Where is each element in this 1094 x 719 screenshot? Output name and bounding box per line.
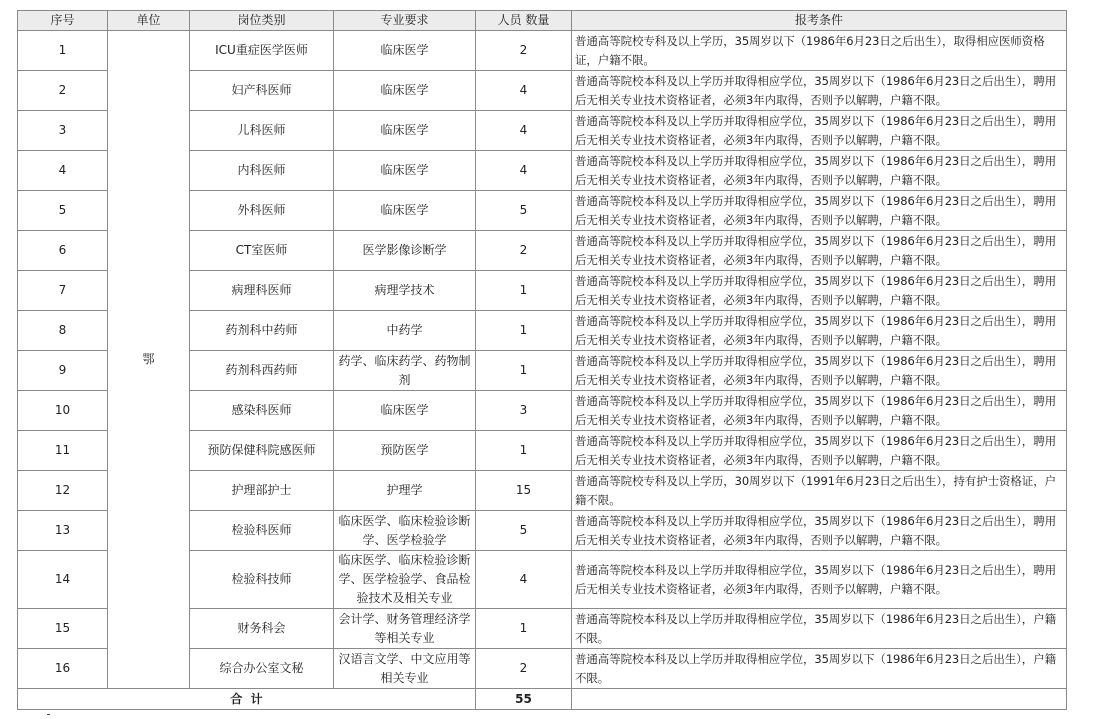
cell-major: 护理学 xyxy=(334,471,476,511)
cell-count: 3 xyxy=(476,391,572,431)
cell-count: 4 xyxy=(476,111,572,151)
cell-post: 药剂科西药师 xyxy=(190,351,334,391)
cell-seq: 4 xyxy=(18,151,108,191)
cell-count: 2 xyxy=(476,649,572,689)
table-header xyxy=(18,11,1067,31)
cell-count: 4 xyxy=(476,151,572,191)
cell-major: 临床医学 xyxy=(334,151,476,191)
cell-count: 4 xyxy=(476,551,572,609)
cell-post: 检验科医师 xyxy=(190,511,334,551)
header-unit: 单位 xyxy=(108,11,190,31)
cell-post: CT室医师 xyxy=(190,231,334,271)
cell-count: 4 xyxy=(476,71,572,111)
cell-seq: 8 xyxy=(18,311,108,351)
header-post: 岗位类别 xyxy=(190,11,334,31)
cell-conditions: 普通高等院校本科及以上学历并取得相应学位，35周岁以下（1986年6月23日之后出生），户籍不限。 xyxy=(572,649,1067,689)
total-row xyxy=(18,689,1067,710)
cell-seq: 13 xyxy=(18,511,108,551)
cell-count: 5 xyxy=(476,511,572,551)
header-conditions: 报考条件 xyxy=(572,11,1067,31)
table-body xyxy=(18,31,1067,710)
cell-conditions: 普通高等院校本科及以上学历并取得相应学位，35周岁以下（1986年6月23日之后出生），聘用后无相关专业技术资格证者，必须3年内取得，否则予以解聘，户籍不限。 xyxy=(572,151,1067,191)
cell-conditions: 普通高等院校本科及以上学历并取得相应学位，35周岁以下（1986年6月23日之后出生），聘用后无相关专业技术资格证者，必须3年内取得，否则予以解聘，户籍不限。 xyxy=(572,351,1067,391)
cell-conditions: 普通高等院校本科及以上学历并取得相应学位，35周岁以下（1986年6月23日之后出生），聘用后无相关专业技术资格证者，必须3年内取得，否则予以解聘，户籍不限。 xyxy=(572,271,1067,311)
cell-seq: 12 xyxy=(18,471,108,511)
cell-major: 临床医学、临床检验诊断学、医学检验学、食品检验技术及相关专业 xyxy=(334,551,476,609)
cell-seq: 1 xyxy=(18,31,108,71)
cell-major: 医学影像诊断学 xyxy=(334,231,476,271)
cell-seq: 3 xyxy=(18,111,108,151)
header-count: 人员 数量 xyxy=(476,11,572,31)
cell-count: 1 xyxy=(476,609,572,649)
cell-major: 病理学技术 xyxy=(334,271,476,311)
cell-post: 综合办公室文秘 xyxy=(190,649,334,689)
total-label: 合 计 xyxy=(18,689,476,710)
cell-post: 儿科医师 xyxy=(190,111,334,151)
cell-post: 预防保健科院感医师 xyxy=(190,431,334,471)
total-empty-cell xyxy=(572,689,1067,710)
cell-post: 内科医师 xyxy=(190,151,334,191)
cell-conditions: 普通高等院校本科及以上学历并取得相应学位，35周岁以下（1986年6月23日之后出生），聘用后无相关专业技术资格证者，必须3年内取得，否则予以解聘，户籍不限。 xyxy=(572,311,1067,351)
cell-seq: 7 xyxy=(18,271,108,311)
cell-count: 5 xyxy=(476,191,572,231)
cell-major: 会计学、财务管理经济学等相关专业 xyxy=(334,609,476,649)
cell-major: 预防医学 xyxy=(334,431,476,471)
cell-major: 临床医学、临床检验诊断学、医学检验学 xyxy=(334,511,476,551)
cell-count: 1 xyxy=(476,271,572,311)
cell-post: ICU重症医学医师 xyxy=(190,31,334,71)
cell-major: 汉语言文学、中文应用等相关专业 xyxy=(334,649,476,689)
table-row xyxy=(18,31,1067,71)
cell-post: 财务科会 xyxy=(190,609,334,649)
cell-seq: 14 xyxy=(18,551,108,609)
cell-seq: 10 xyxy=(18,391,108,431)
stray-mark xyxy=(47,714,50,715)
cell-count: 2 xyxy=(476,31,572,71)
recruitment-table xyxy=(17,10,1067,710)
cell-seq: 9 xyxy=(18,351,108,391)
cell-post: 感染科医师 xyxy=(190,391,334,431)
cell-seq: 6 xyxy=(18,231,108,271)
cell-post: 检验科技师 xyxy=(190,551,334,609)
cell-post: 外科医师 xyxy=(190,191,334,231)
cell-post: 药剂科中药师 xyxy=(190,311,334,351)
cell-conditions: 普通高等院校本科及以上学历并取得相应学位，35周岁以下（1986年6月23日之后出生），聘用后无相关专业技术资格证者，必须3年内取得，否则予以解聘，户籍不限。 xyxy=(572,191,1067,231)
cell-conditions: 普通高等院校本科及以上学历并取得相应学位，35周岁以下（1986年6月23日之后出生），聘用后无相关专业技术资格证者，必须3年内取得，否则予以解聘，户籍不限。 xyxy=(572,511,1067,551)
header-major: 专业要求 xyxy=(334,11,476,31)
cell-major: 临床医学 xyxy=(334,71,476,111)
cell-conditions: 普通高等院校本科及以上学历并取得相应学位，35周岁以下（1986年6月23日之后出生），聘用后无相关专业技术资格证者，必须3年内取得，否则予以解聘，户籍不限。 xyxy=(572,71,1067,111)
cell-count: 1 xyxy=(476,311,572,351)
cell-conditions: 普通高等院校本科及以上学历并取得相应学位，35周岁以下（1986年6月23日之后出生），聘用后无相关专业技术资格证者，必须3年内取得，否则予以解聘，户籍不限。 xyxy=(572,551,1067,609)
cell-post: 护理部护士 xyxy=(190,471,334,511)
cell-major: 临床医学 xyxy=(334,391,476,431)
cell-major: 中药学 xyxy=(334,311,476,351)
cell-conditions: 普通高等院校本科及以上学历并取得相应学位，35周岁以下（1986年6月23日之后出生），聘用后无相关专业技术资格证者，必须3年内取得，否则予以解聘，户籍不限。 xyxy=(572,111,1067,151)
cell-seq: 2 xyxy=(18,71,108,111)
cell-post: 妇产科医师 xyxy=(190,71,334,111)
header-seq: 序号 xyxy=(18,11,108,31)
cell-seq: 15 xyxy=(18,609,108,649)
cell-seq: 5 xyxy=(18,191,108,231)
cell-count: 2 xyxy=(476,231,572,271)
cell-conditions: 普通高等院校本科及以上学历并取得相应学位，35周岁以下（1986年6月23日之后出生），聘用后无相关专业技术资格证者，必须3年内取得，否则予以解聘，户籍不限。 xyxy=(572,231,1067,271)
cell-post: 病理科医师 xyxy=(190,271,334,311)
cell-conditions: 普通高等院校本科及以上学历并取得相应学位，35周岁以下（1986年6月23日之后出生），聘用后无相关专业技术资格证者，必须3年内取得，否则予以解聘，户籍不限。 xyxy=(572,431,1067,471)
cell-count: 1 xyxy=(476,351,572,391)
cell-conditions: 普通高等院校专科及以上学历，35周岁以下（1986年6月23日之后出生），取得相应医师资格证，户籍不限。 xyxy=(572,31,1067,71)
cell-conditions: 普通高等院校本科及以上学历并取得相应学位，35周岁以下（1986年6月23日之后出生），户籍不限。 xyxy=(572,609,1067,649)
cell-major: 药学、临床药学、药物制剂 xyxy=(334,351,476,391)
cell-major: 临床医学 xyxy=(334,31,476,71)
cell-count: 15 xyxy=(476,471,572,511)
total-count: 55 xyxy=(476,689,572,710)
cell-major: 临床医学 xyxy=(334,111,476,151)
cell-seq: 16 xyxy=(18,649,108,689)
cell-conditions: 普通高等院校本科及以上学历并取得相应学位，35周岁以下（1986年6月23日之后出生），聘用后无相关专业技术资格证者，必须3年内取得，否则予以解聘，户籍不限。 xyxy=(572,391,1067,431)
cell-unit: 鄂 xyxy=(108,31,190,689)
cell-major: 临床医学 xyxy=(334,191,476,231)
cell-count: 1 xyxy=(476,431,572,471)
cell-conditions: 普通高等院校专科及以上学历，30周岁以下（1991年6月23日之后出生），持有护士资格证，户籍不限。 xyxy=(572,471,1067,511)
cell-seq: 11 xyxy=(18,431,108,471)
